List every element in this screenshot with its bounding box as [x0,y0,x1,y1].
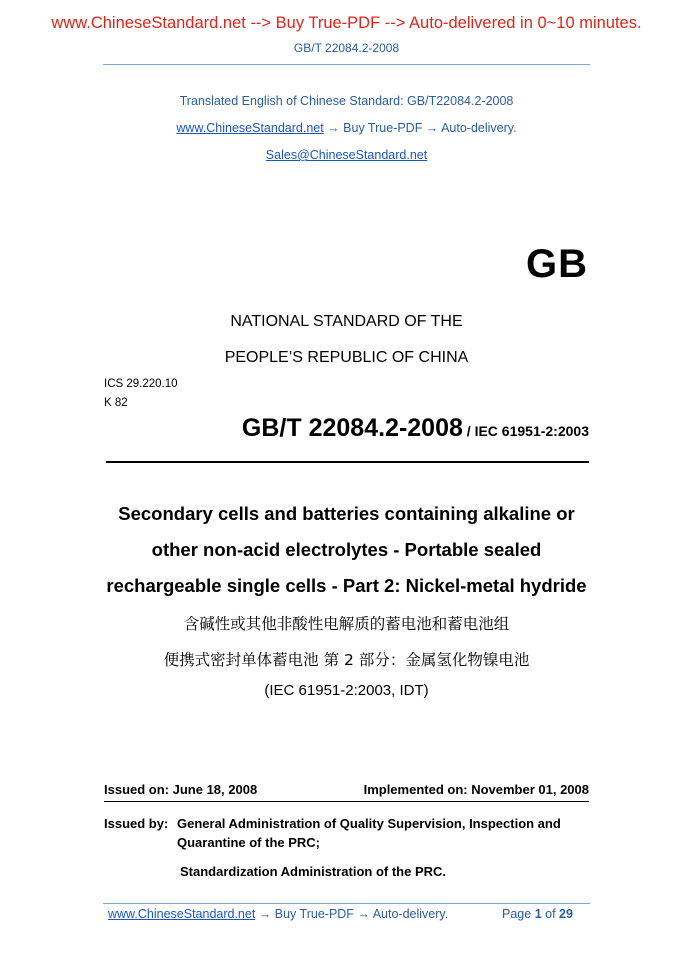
issuer-line-2: Quarantine of the PRC; [177,835,321,850]
footer-divider [103,903,590,904]
header-standard-code: GB/T 22084.2-2008 [293,41,400,55]
dates-divider [104,801,589,802]
page-indicator [502,907,573,921]
site-link[interactable]: www.ChineseStandard.net [176,121,324,135]
issued-on: Issued on: June 18, 2008 [104,782,258,797]
top-banner[interactable]: www.ChineseStandard.net --> Buy True-PDF --> Auto-delivered in 0~10 minutes. [51,14,642,32]
email-link[interactable]: Sales@ChineseStandard.net [265,148,428,162]
issued-by-label: Issued by: [104,816,169,831]
iec-idt: (IEC 61951-2:2003, IDT) [264,682,429,699]
title-divider [106,461,589,463]
issuer-line-1: General Administration of Quality Supervision, Inspection and [177,816,561,831]
chinese-title-line-1: 含碱性或其他非酸性电解质的蓄电池和蓄电池组 [183,615,510,633]
buy-text: → Buy True-PDF → Auto-delivery. [323,121,517,135]
buy-line [0,121,693,135]
footer-site-link[interactable]: www.ChineseStandard.net [108,907,256,921]
page-total: 29 [559,907,573,921]
email-line [0,148,693,162]
iec-reference: / IEC 61951-2:2003 [462,423,589,439]
title-line-3: rechargeable single cells - Part 2: Nickel-metal hydride [106,575,587,596]
implemented-on: Implemented on: November 01, 2008 [363,782,589,797]
standard-number: GB/T 22084.2-2008 [241,414,463,442]
chinese-title-line-2: 便携式密封单体蓄电池 第 2 部分：金属氢化物镍电池 [163,651,530,669]
k-code: K 82 [104,397,128,409]
footer-buy-line [108,907,448,921]
page-label: Page [502,907,532,921]
national-line-1: NATIONAL STANDARD OF THE [230,313,463,330]
page-current: 1 [534,907,542,921]
footer-buy-text: → Buy True-PDF → Auto-delivery. [255,907,449,921]
gb-logo: GB [526,242,588,286]
title-line-2: other non-acid electrolytes - Portable sealed [151,539,542,560]
issuer-line-3: Standardization Administration of the PRC. [180,864,447,879]
ics-code: ICS 29.220.10 [104,378,178,390]
national-line-2: PEOPLE’S REPUBLIC OF CHINA [224,349,469,366]
title-line-1: Secondary cells and batteries containing alkaline or [118,503,575,524]
translated-note: Translated English of Chinese Standard: GB/T22084.2-2008 [179,94,514,108]
header-divider [103,64,590,65]
standard-number-line [242,414,589,443]
page-of: of [545,907,556,921]
